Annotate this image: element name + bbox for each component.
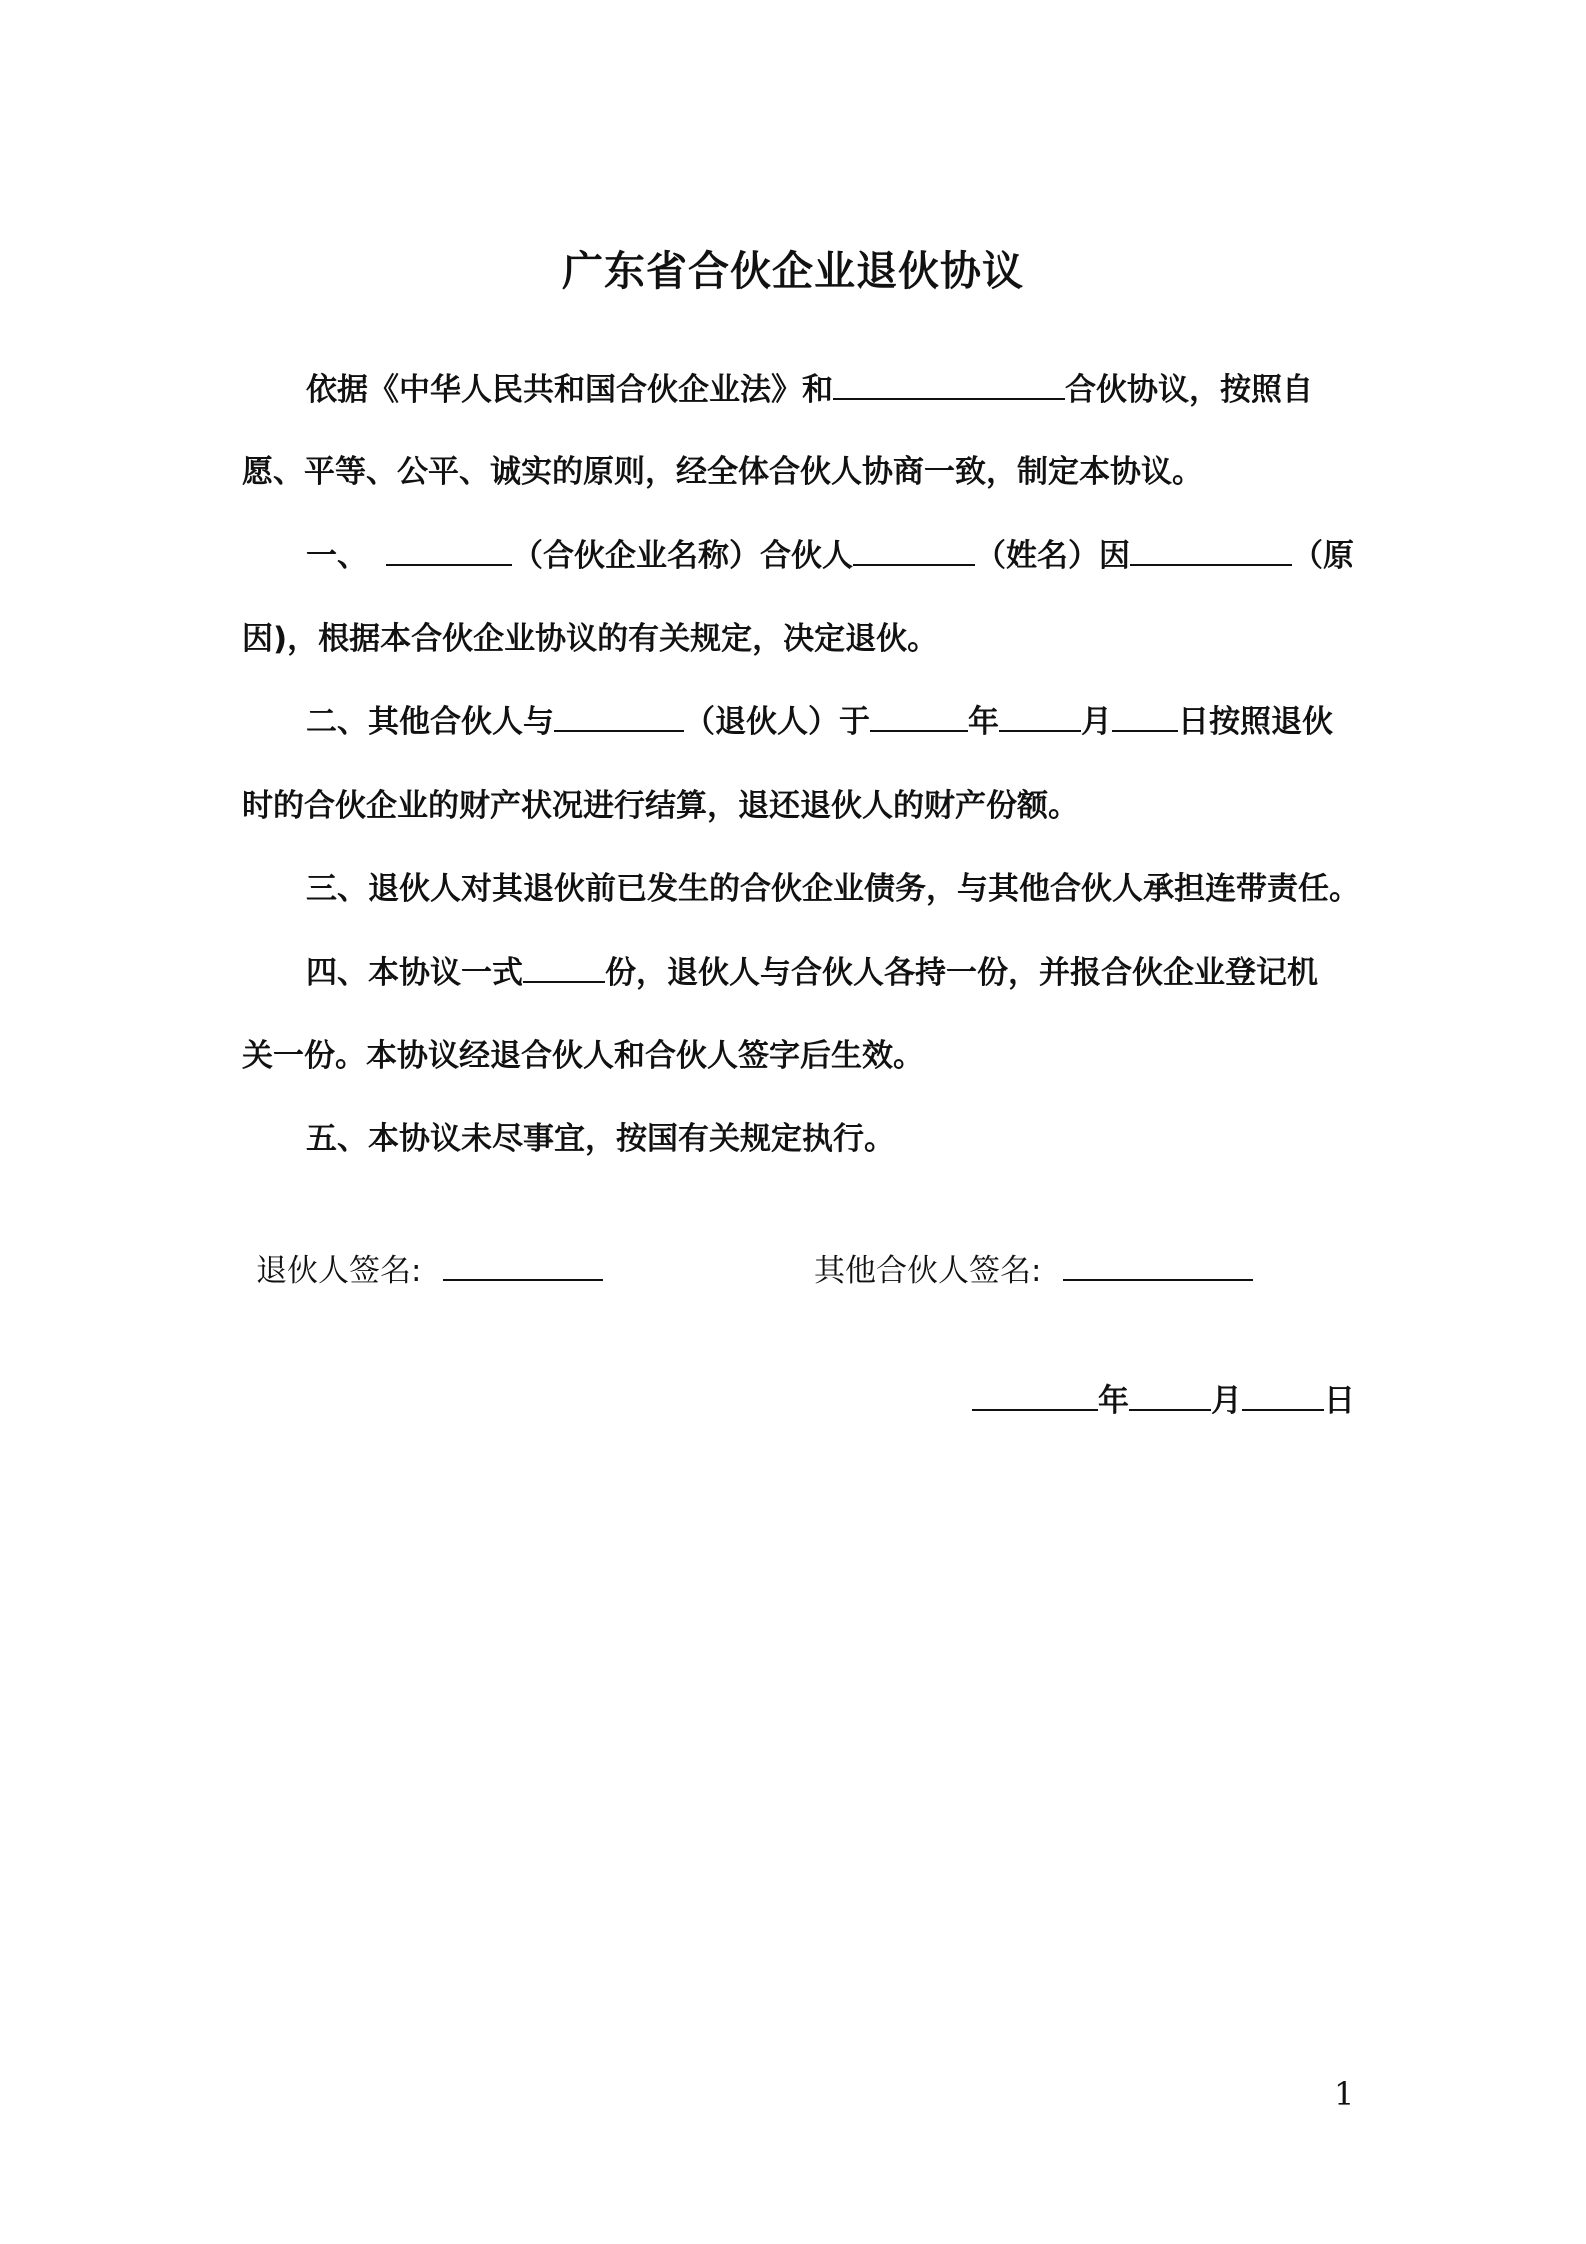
month-blank[interactable] — [999, 704, 1081, 732]
signing-day-blank[interactable] — [1242, 1383, 1324, 1411]
clause-1-line-1 — [242, 530, 1352, 575]
withdrawer-signature-label: 退伙人签名: — [256, 1253, 422, 1289]
day-blank[interactable] — [1112, 704, 1178, 732]
clause-2-line-2: 时的合伙企业的财产状况进行结算，退还退伙人的财产份额。 — [242, 788, 1079, 824]
withdrawer-signature-row — [256, 1245, 603, 1290]
signing-date-row — [972, 1375, 1355, 1420]
clause-2-text: 二、其他合伙人与 — [306, 704, 554, 740]
partner-name-blank[interactable] — [853, 538, 975, 566]
clause-4-text: 四、本协议一式 — [306, 955, 523, 991]
signing-year-blank[interactable] — [972, 1383, 1098, 1411]
signing-month-label: 月 — [1211, 1383, 1242, 1419]
agreement-name-blank[interactable] — [833, 372, 1065, 400]
preamble-text: 依据《中华人民共和国合伙企业法》和 — [306, 372, 833, 408]
signing-month-blank[interactable] — [1129, 1383, 1211, 1411]
clause-4-line-1 — [242, 947, 1352, 992]
withdrawer-signature-blank[interactable] — [443, 1253, 603, 1281]
clause-1-number: 一、 — [306, 538, 368, 574]
other-partners-signature-label: 其他合伙人签名: — [814, 1253, 1042, 1289]
signing-day-label: 日 — [1324, 1383, 1355, 1419]
clause-1-text-a: （合伙企业名称）合伙人 — [512, 538, 853, 574]
signing-year-label: 年 — [1098, 1383, 1129, 1419]
clause-2-line-1 — [242, 696, 1352, 741]
withdrawer-name-blank[interactable] — [554, 704, 684, 732]
clause-1-text-c: （原 — [1292, 538, 1354, 574]
other-partners-signature-row — [814, 1245, 1253, 1290]
clause-2-text-day: 日按照退伙 — [1178, 704, 1333, 740]
other-partners-signature-blank[interactable] — [1063, 1253, 1253, 1281]
clause-2-text-a: （退伙人）于 — [684, 704, 870, 740]
clause-1-text-b: （姓名）因 — [975, 538, 1130, 574]
page-number: 1 — [1334, 2075, 1355, 2113]
clause-5: 五、本协议未尽事宜，按国有关规定执行。 — [306, 1121, 895, 1157]
clause-4-line-2: 关一份。本协议经退合伙人和合伙人签字后生效。 — [242, 1038, 924, 1074]
clause-4-text-a: 份，退伙人与合伙人各持一份，并报合伙企业登记机 — [605, 955, 1318, 991]
reason-blank[interactable] — [1130, 538, 1292, 566]
month-label: 月 — [1081, 704, 1112, 740]
copies-blank[interactable] — [523, 955, 605, 983]
clause-1-line-2: 因)，根据本合伙企业协议的有关规定，决定退伙。 — [242, 621, 939, 657]
clause-3: 三、退伙人对其退伙前已发生的合伙企业债务，与其他合伙人承担连带责任。 — [306, 871, 1360, 907]
preamble-text-2: 合伙协议，按照自 — [1065, 372, 1313, 408]
preamble-line-2: 愿、平等、公平、诚实的原则，经全体合伙人协商一致，制定本协议。 — [242, 454, 1203, 490]
year-label: 年 — [968, 704, 999, 740]
document-title: 广东省合伙企业退伙协议 — [562, 247, 1024, 295]
preamble-line-1 — [242, 364, 1352, 409]
enterprise-name-blank[interactable] — [386, 538, 512, 566]
year-blank[interactable] — [870, 704, 968, 732]
